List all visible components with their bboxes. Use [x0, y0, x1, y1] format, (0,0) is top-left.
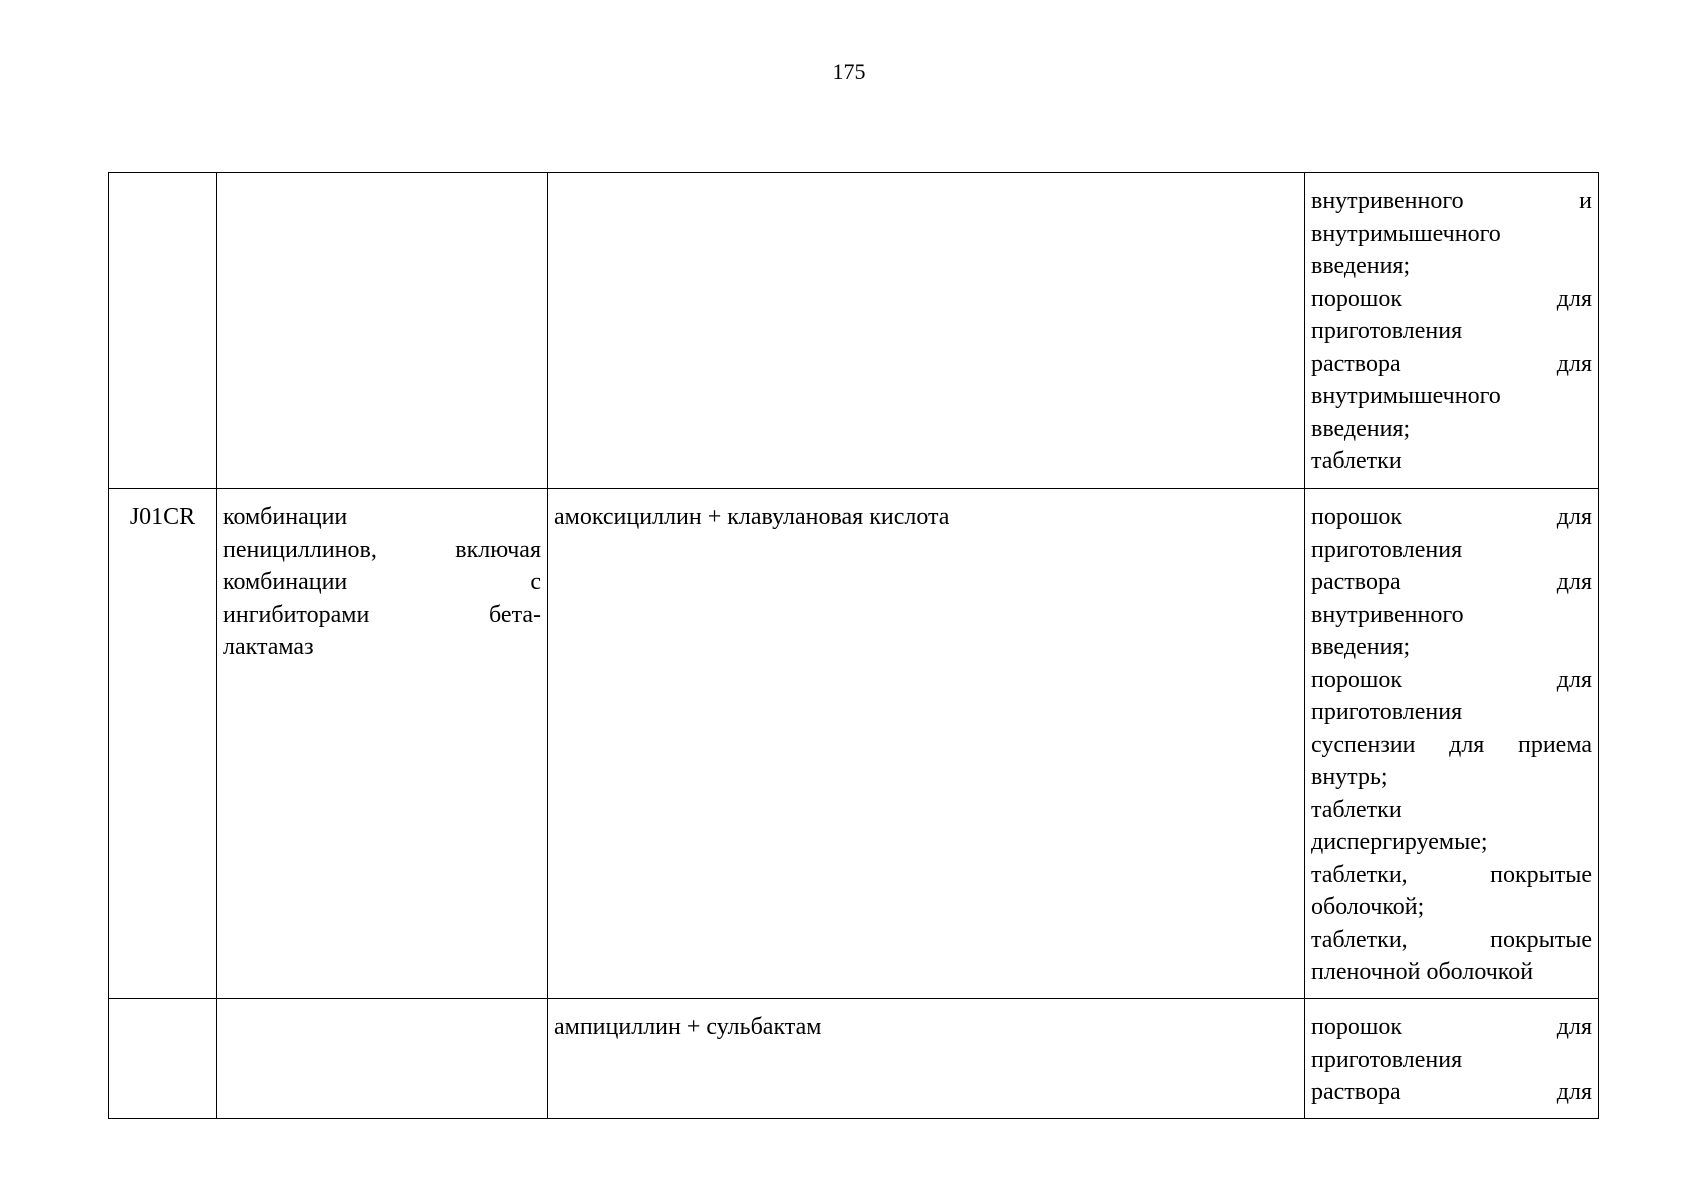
drug-name-cell [548, 173, 1305, 489]
text-line: порошок для [1311, 666, 1592, 693]
text-line: таблетки [1311, 796, 1402, 823]
atc-code: J01CR [129, 504, 196, 530]
text-line: приготовления [1311, 1046, 1463, 1073]
text-line: введения; [1311, 634, 1411, 660]
text-line: пенициллинов, включая [223, 536, 541, 563]
text-line: приготовления [1311, 318, 1463, 344]
drug-table [108, 172, 1599, 1119]
text-line: порошок для [1311, 1014, 1592, 1040]
text-line: суспензии для приема [1311, 731, 1592, 758]
text-line: пленочной оболочкой [1311, 959, 1534, 985]
group-name-cell [217, 489, 548, 999]
table-row [109, 489, 1599, 999]
text-line: ингибиторами бета- [223, 601, 541, 628]
text-line: внутривенного и [1311, 188, 1592, 214]
text-line: введения; [1311, 253, 1411, 279]
text-line: комбинации [223, 504, 348, 530]
text-line: внутрь; [1311, 764, 1388, 790]
text-line: таблетки, покрытые [1311, 926, 1592, 953]
drug-name: амоксициллин + клавулановая кислота [554, 504, 950, 530]
dosage-forms-cell [1305, 173, 1599, 489]
drug-name-cell [548, 489, 1305, 999]
text-line: раствора для [1311, 350, 1592, 377]
text-line: таблетки, покрытые [1311, 861, 1592, 888]
table-row [109, 999, 1599, 1119]
text-line: порошок для [1311, 504, 1592, 530]
text-line: раствора для [1311, 1079, 1592, 1105]
text-line: внутривенного [1311, 601, 1464, 628]
group-name-cell [217, 999, 548, 1119]
text-line: внутримышечного [1311, 383, 1501, 409]
dosage-forms-cell [1305, 999, 1599, 1119]
group-name-cell [217, 173, 548, 489]
text-line: порошок для [1311, 285, 1592, 312]
drug-name-cell [548, 999, 1305, 1119]
text-line: диспергируемые; [1311, 829, 1488, 855]
text-line: внутримышечного [1311, 220, 1501, 247]
dosage-forms-cell [1305, 489, 1599, 999]
drug-name: ампициллин + сульбактам [554, 1014, 822, 1040]
text-line: раствора для [1311, 569, 1592, 595]
text-line: введения; [1311, 415, 1411, 442]
page-number: 175 [832, 59, 866, 84]
text-line: приготовления [1311, 536, 1463, 563]
table-row [109, 173, 1599, 489]
atc-code-cell [109, 173, 217, 489]
text-line: лактамаз [223, 634, 314, 660]
text-line: комбинации с [223, 569, 541, 595]
text-line: оболочкой; [1311, 894, 1425, 920]
atc-code-cell [109, 489, 217, 999]
atc-code-cell [109, 999, 217, 1119]
text-line: приготовления [1311, 699, 1463, 725]
text-line: таблетки [1311, 448, 1402, 474]
